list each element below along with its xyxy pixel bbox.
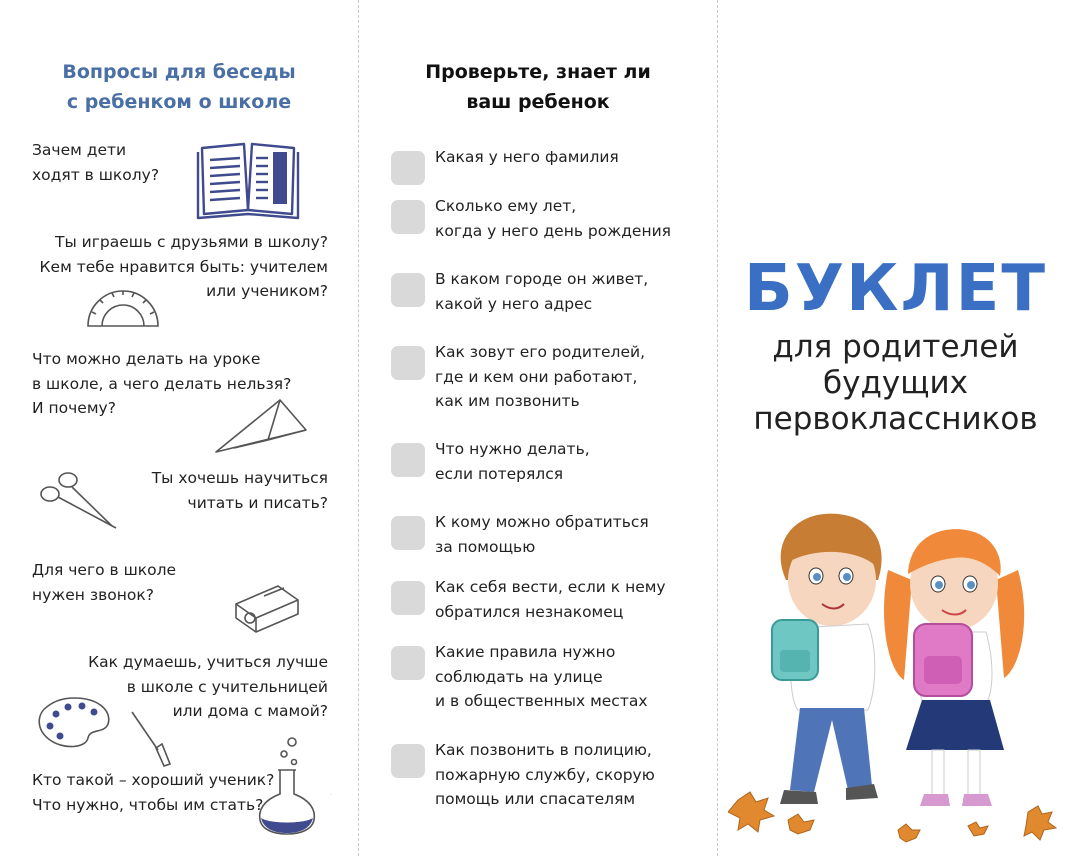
checklist-line: соблюдать на улице [435, 667, 603, 686]
checklist-text [435, 640, 648, 714]
question-line: нужен звонок? [32, 585, 154, 604]
protractor-icon [86, 284, 160, 330]
checklist-line: когда у него день рождения [435, 221, 671, 240]
scissors-icon [38, 470, 120, 532]
question-5 [32, 558, 176, 607]
booklet-subtitle [718, 329, 1073, 437]
checkbox[interactable] [391, 516, 425, 550]
question-line: Для чего в школе [32, 561, 177, 579]
left-title-line-1: Вопросы для беседы [62, 61, 296, 83]
question-line: в школе, а чего делать нельзя? [32, 374, 292, 393]
question-1 [32, 138, 159, 187]
question-line: Что нужно, чтобы им стать? [32, 795, 264, 814]
right-panel [718, 0, 1073, 856]
checklist-text [435, 340, 645, 414]
checklist-line: где и кем они работают, [435, 367, 638, 386]
question-line: Как думаешь, учиться лучше [88, 653, 328, 671]
palette-icon [34, 694, 114, 750]
question-line: Что можно делать на уроке [32, 350, 261, 368]
paper-plane-icon [214, 396, 310, 456]
question-2 [40, 230, 328, 304]
book-icon [196, 138, 300, 220]
checklist-line: Какие правила нужно [435, 643, 616, 661]
checklist-text [435, 267, 648, 316]
question-line: или учеником? [206, 282, 328, 300]
middle-title-line-2: ваш ребенок [466, 91, 610, 113]
checklist-line: обратился незнакомец [435, 602, 624, 621]
checklist-line: Как зовут его родителей, [435, 343, 645, 361]
checkbox[interactable] [391, 581, 425, 615]
question-line: Кем тебе нравится быть: учителем [39, 257, 328, 276]
checkbox[interactable] [391, 744, 425, 778]
question-line: Ты играешь с друзьями в школу? [55, 233, 328, 251]
schoolchildren-illustration [728, 500, 1068, 846]
checklist-text [435, 194, 671, 243]
subtitle-line-2: будущих [823, 365, 968, 401]
checklist-line: Как себя вести, если к нему [435, 578, 666, 596]
sharpener-icon [232, 574, 302, 634]
checklist-line: В каком городе он живет, [435, 270, 649, 288]
checklist-text [435, 738, 655, 812]
question-line: Кто такой – хороший ученик? [32, 771, 275, 789]
checklist-line: Какая у него фамилия [435, 148, 619, 166]
checklist-line: Сколько ему лет, [435, 197, 577, 215]
left-title-line-2: с ребенком о школе [66, 91, 292, 113]
checklist-text [435, 510, 649, 559]
brush-icon [126, 708, 174, 770]
question-line: Ты хочешь научиться [151, 469, 328, 487]
checklist-line: Что нужно делать, [435, 440, 590, 458]
checkbox[interactable] [391, 443, 425, 477]
checklist-line: и в общественных местах [435, 692, 648, 710]
middle-panel-title [359, 57, 717, 117]
checklist-text [435, 575, 666, 624]
question-line: И почему? [32, 399, 116, 417]
question-line: или дома с мамой? [172, 702, 328, 720]
checkbox[interactable] [391, 200, 425, 234]
checklist-text [435, 437, 590, 486]
question-line: читать и писать? [187, 493, 328, 512]
middle-panel [359, 0, 717, 856]
subtitle-line-3: первоклассников [753, 401, 1038, 437]
question-7 [32, 768, 274, 817]
checkbox[interactable] [391, 273, 425, 307]
question-line: в школе с учительницей [126, 677, 328, 696]
booklet-title: БУКЛЕТ [744, 252, 1047, 326]
left-panel [0, 0, 358, 856]
checklist-line: если потерялся [435, 464, 564, 483]
checklist-line: помощь или спасателям [435, 790, 636, 808]
checklist-line: К кому можно обратиться [435, 513, 649, 531]
question-line: Зачем дети [32, 141, 127, 159]
flask-icon [256, 732, 318, 836]
checklist-line: за помощью [435, 537, 536, 556]
subtitle-line-1: для родителей [772, 329, 1019, 365]
checkbox[interactable] [391, 151, 425, 185]
checklist-text [435, 145, 619, 170]
checkbox[interactable] [391, 646, 425, 680]
checklist-line: пожарную службу, скорую [435, 765, 655, 784]
question-6 [88, 650, 328, 724]
question-4 [152, 466, 328, 515]
middle-title-line-1: Проверьте, знает ли [425, 61, 651, 83]
checklist-line: как им позвонить [435, 392, 580, 410]
question-line: ходят в школу? [32, 165, 160, 184]
checklist-line: какой у него адрес [435, 294, 593, 313]
left-panel-title [0, 57, 358, 117]
checkbox[interactable] [391, 346, 425, 380]
checklist-line: Как позвонить в полицию, [435, 741, 652, 759]
watermark: · [326, 793, 336, 796]
